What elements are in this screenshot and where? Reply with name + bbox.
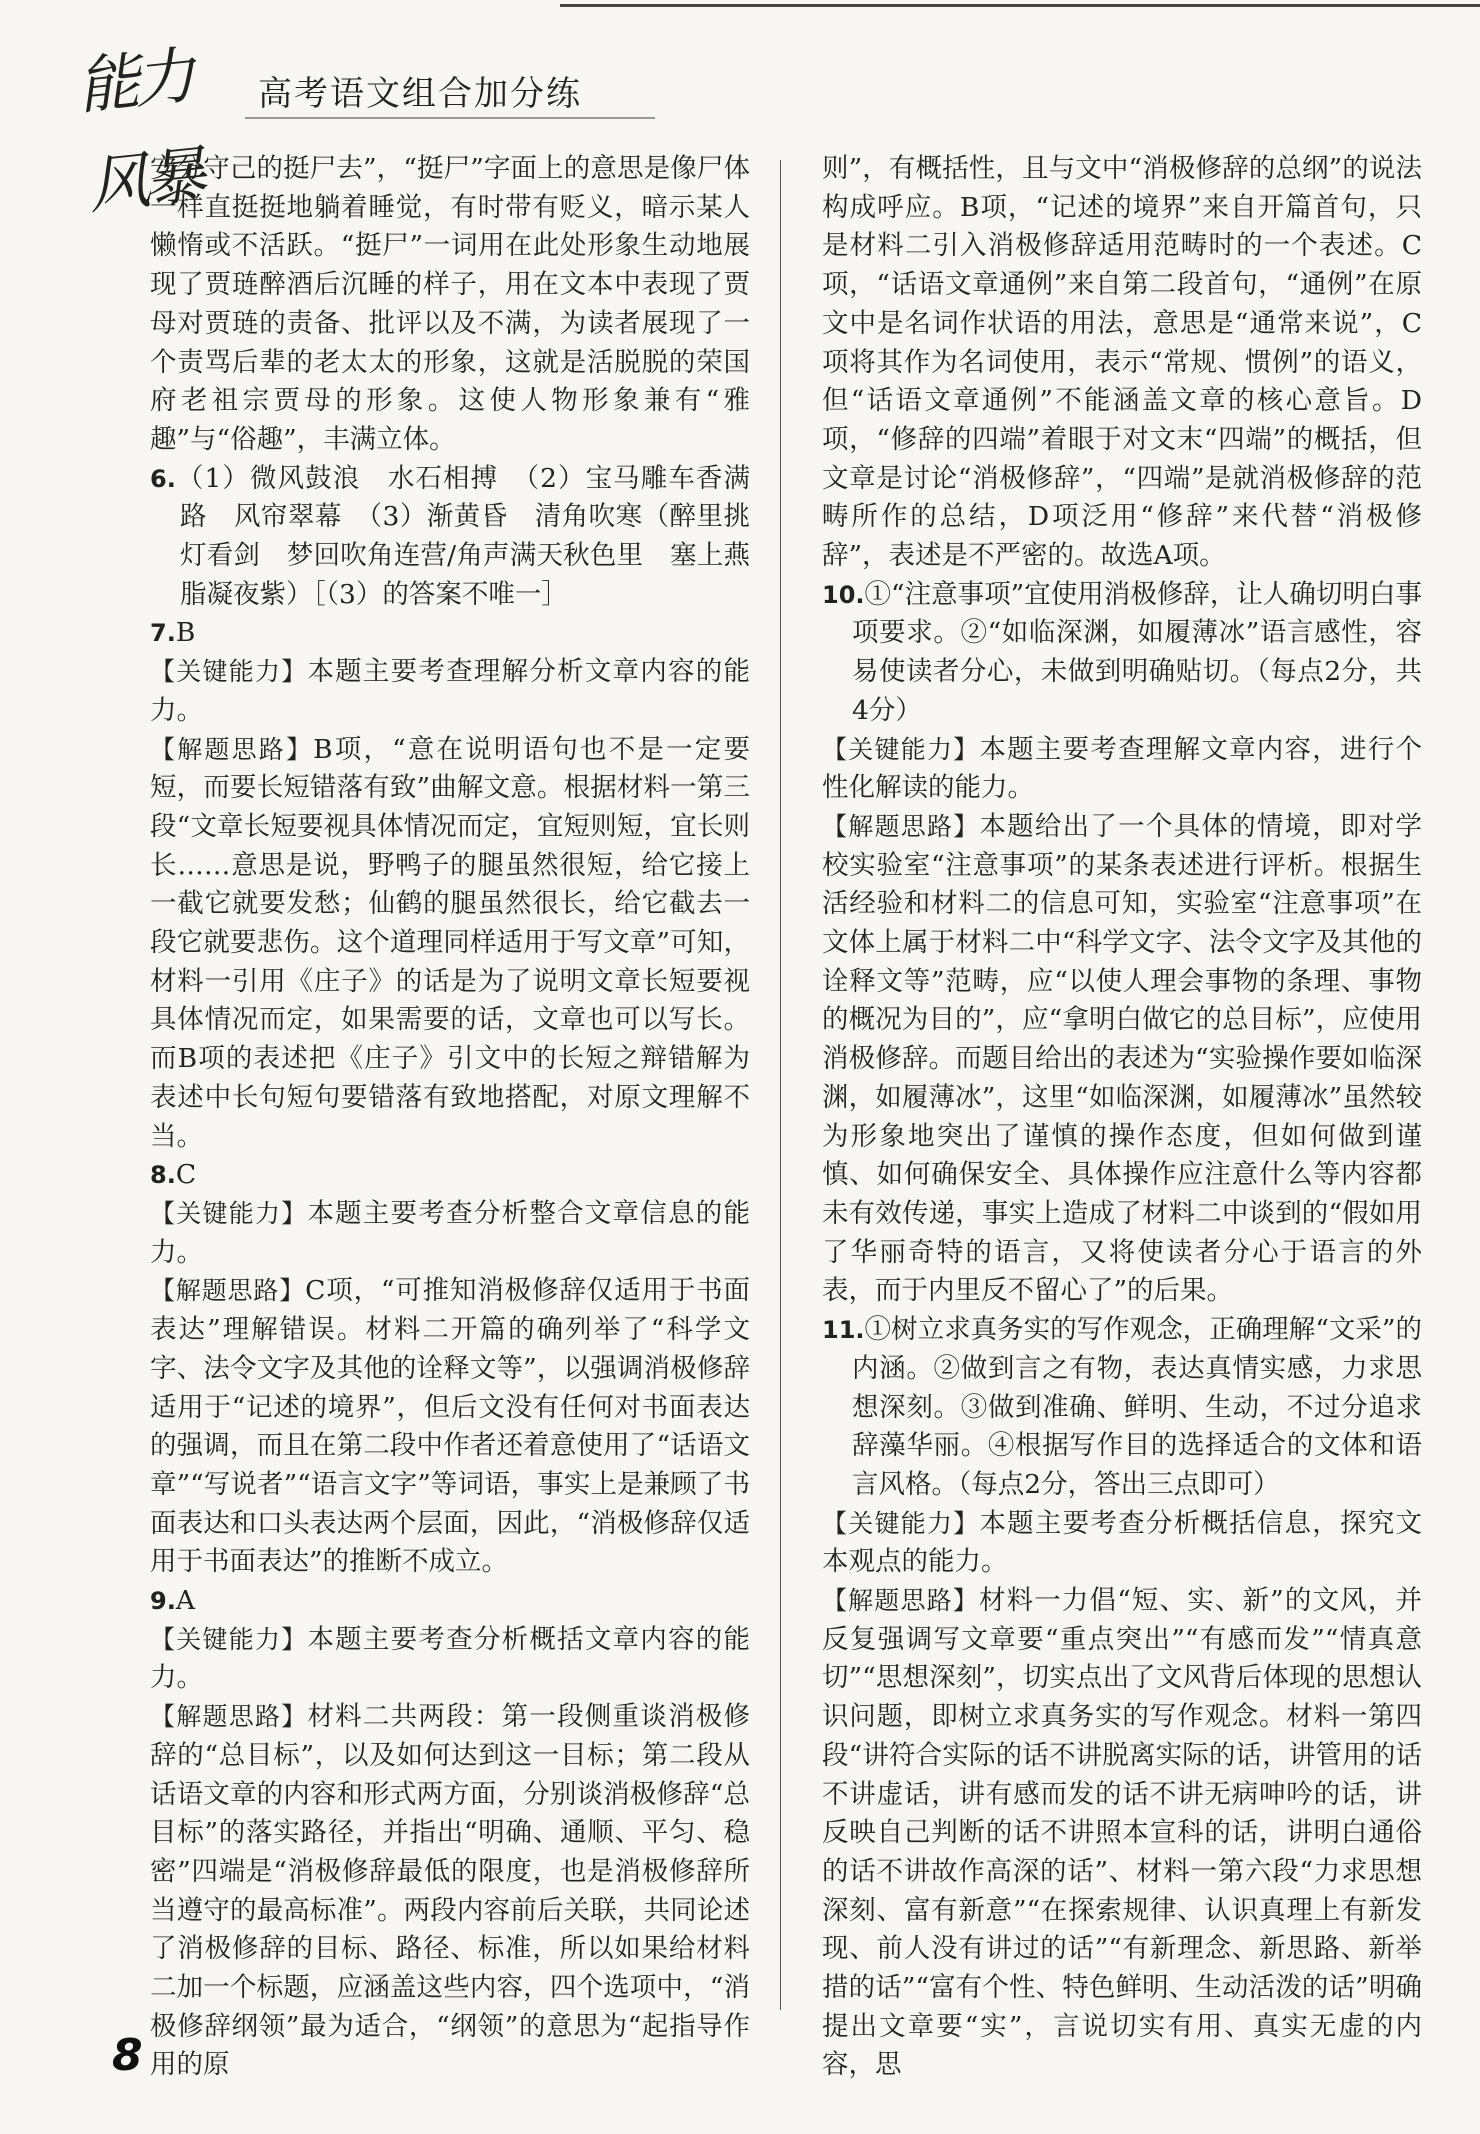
header-rule: [245, 117, 655, 119]
explanation-paragraph: [150, 653, 750, 730]
page-number: 8: [112, 2030, 143, 2081]
paragraph-text: A: [175, 1585, 195, 1617]
left-column: [150, 150, 750, 2085]
paragraph-text: （1）微风鼓浪 水石相搏 （2）宝马雕车香满路 风帘翠幕 （3）渐黄昏 清角吹寒（醉里挑灯看剑 梦回吹角连营/角声满天秋色里 塞上燕脂凝夜紫）［（3）的答案不唯一］: [175, 462, 750, 610]
question-answer: [822, 1311, 1422, 1505]
paragraph-text: 安分守己的挺尸去”，“挺尸”字面上的意思是像尸体一样直挺挺地躺着睡觉，有时带有贬义，暗示某人懒惰或不活跃。“挺尸”一词用在此处形象生动地展现了贾琏醉酒后沉睡的样子，用在文本中表现了贾母对贾琏的责备、批评以及不满，为读者展现了一个责骂后辈的老太太的形象，这就是活脱脱的荣国府老祖宗贾母的形象。这使人物形象兼有“雅趣”与“俗趣”，丰满立体。: [150, 153, 750, 455]
book-title: 高考语文组合加分练: [258, 74, 582, 114]
question-number: 9.: [150, 1587, 176, 1616]
question-answer: [150, 1156, 750, 1195]
explanation-paragraph: [150, 1195, 750, 1272]
question-number: 6.: [150, 464, 176, 493]
section-tag: 【解题思路】: [822, 811, 980, 841]
question-number: 7.: [150, 619, 176, 648]
section-tag: 【关键能力】: [822, 1508, 980, 1538]
section-tag: 【解题思路】: [822, 1586, 979, 1616]
explanation-paragraph: [822, 808, 1422, 1311]
explanation-paragraph: [150, 731, 750, 1157]
page-header: [0, 0, 1480, 223]
paragraph-text: C项，“可推知消极修辞仅适用于书面表达”理解错误。材料二开篇的确列举了“科学文字、法令文字及其他的诠释文等”，以强调消极修辞适用于“记述的境界”，但后文没有任何对书面表达的强调，而且在第二段中作者还着意使用了“话语文章”“写说者”“语言文字”等词语，事实上是兼顾了书面表达和口头表达两个层面，因此，“消极修辞仅适用于书面表达”的推断不成立。: [150, 1275, 750, 1578]
paragraph-text: ①树立求真务实的写作观念，正确理解“文采”的内涵。②做到言之有物，表达真情实感，力求思想深刻。③做到准确、鲜明、生动，不过分追求辞藻华丽。④根据写作目的选择适合的文体和语言风格。（每点2分，答出三点即可）: [852, 1314, 1422, 1500]
section-tag: 【解题思路】: [150, 734, 314, 764]
paragraph-text: 本题主要考查分析整合文章信息的能力。: [150, 1197, 750, 1268]
explanation-paragraph: [822, 731, 1422, 808]
section-tag: 【关键能力】: [822, 734, 980, 764]
question-answer: [822, 576, 1422, 731]
question-answer: [150, 460, 750, 615]
question-answer: [150, 1582, 750, 1621]
section-tag: 【关键能力】: [150, 1624, 308, 1654]
question-answer: [150, 614, 750, 653]
explanation-paragraph: [822, 1582, 1422, 2085]
paragraph-text: 本题主要考查理解文章内容，进行个性化解读的能力。: [822, 733, 1422, 804]
question-number: 8.: [150, 1161, 176, 1190]
right-column: [822, 150, 1422, 2085]
section-tag: 【关键能力】: [150, 657, 308, 687]
paragraph-text: B: [175, 617, 196, 649]
section-tag: 【关键能力】: [150, 1198, 308, 1228]
paragraph-text: C: [175, 1159, 197, 1191]
paragraph-text: ①“注意事项”宜使用消极修辞，让人确切明白事项要求。②“如临深渊，如履薄冰”语言感性，容易使读者分心，未做到明确贴切。（每点2分，共4分）: [852, 578, 1422, 726]
section-tag: 【解题思路】: [150, 1702, 308, 1732]
brand-logo: 能力风暴: [73, 38, 204, 223]
paragraph-text: 本题主要考查分析概括文章内容的能力。: [150, 1623, 750, 1694]
question-number: 11.: [822, 1316, 865, 1345]
paragraph-text: 本题给出了一个具体的情境，即对学校实验室“注意事项”的某条表述进行评析。根据生活经验和材料二的信息可知，实验室“注意事项”在文体上属于材料二中“科学文字、法令文字及其他的诠释文等”范畴，应“以使人理会事物的条理、事物的概况为目的”，应“拿明白做它的总目标”，应使用消极修辞。而题目给出的表述为“实验操作要如临深渊，如履薄冰”，这里“如临深渊，如履薄冰”虽然较为形象地突出了谨慎的操作态度，但如何做到谨慎、如何确保安全、具体操作应注意什么等内容都未有效传递，事实上造成了材料二中谈到的“假如用了华丽奇特的语言，又将使读者分心于语言的外表，而于内里反不留心了”的后果。: [822, 810, 1422, 1307]
paragraph-text: 本题主要考查分析概括信息，探究文本观点的能力。: [822, 1507, 1422, 1578]
explanation-paragraph: [150, 1621, 750, 1698]
column-divider: [780, 160, 781, 2010]
question-number: 10.: [822, 580, 865, 609]
paragraph-text: 则”，有概括性，且与文中“消极修辞的总纲”的说法构成呼应。B项，“记述的境界”来自开篇首句，只是材料二引入消极修辞适用范畴时的一个表述。C项，“话语文章通例”来自第二段首句，“通例”在原文中是名词作状语的用法，意思是“通常来说”，C项将其作为名词使用，表示“常规、惯例”的语义，但“话语文章通例”不能涵盖文章的核心意旨。D项，“修辞的四端”着眼于对文末“四端”的概括，但文章是讨论“消极修辞”，“四端”是就消极修辞的范畴所作的总结，D项泛用“修辞”来代替“消极修辞”，表述是不严密的。故选A项。: [822, 153, 1422, 572]
continuation-paragraph: [150, 150, 750, 460]
explanation-paragraph: [150, 1272, 750, 1582]
paragraph-text: 本题主要考查理解分析文章内容的能力。: [150, 656, 750, 726]
paragraph-text: 材料二共两段：第一段侧重谈消极修辞的“总目标”，以及如何达到这一目标；第二段从话语文章的内容和形式两方面，分别谈消极修辞“总目标”的落实路径，并指出“明确、通顺、平匀、稳密”四端是“消极修辞最低的限度，也是消极修辞所当遵守的最高标准”。两段内容前后关联，共同论述了消极修辞的目标、路径、标准，所以如果给材料二加一个标题，应涵盖这些内容，四个选项中，“消极修辞纲领”最为适合，“纲领”的意思为“起指导作用的原: [150, 1701, 750, 2081]
paragraph-text: 材料一力倡“短、实、新”的文风，并反复强调写文章要“重点突出”“有感而发”“情真意切”“思想深刻”，切实点出了文风背后体现的思想认识问题，即树立求真务实的写作观念。材料一第四段“讲符合实际的话不讲脱离实际的话，讲管用的话不讲虚话，讲有感而发的话不讲无病呻吟的话，讲反映自己判断的话不讲照本宣科的话，讲明白通俗的话不讲故作高深的话”、材料一第六段“力求思想深刻、富有新意”“在探索规律、认识真理上有新发现、前人没有讲过的话”“有新理念、新思路、新举措的话”“富有个性、特色鲜明、生动活泼的话”明确提出文章要“实”，言说切实有用、真实无虚的内容，思: [822, 1585, 1422, 2081]
paragraph-text: B项，“意在说明语句也不是一定要短，而要长短错落有致”曲解文意。根据材料一第三段“文章长短要视具体情况而定，宜短则短，宜长则长……意思是说，野鸭子的腿虽然很短，给它接上一截它就要发愁；仙鹤的腿虽然很长，给它截去一段它就要悲伤。这个道理同样适用于写文章”可知，材料一引用《庄子》的话是为了说明文章长短要视具体情况而定，如果需要的话，文章也可以写长。而B项的表述把《庄子》引文中的长短之辩错解为表述中长句短句要错落有致地搭配，对原文理解不当。: [150, 733, 750, 1152]
continuation-paragraph: [822, 150, 1422, 576]
explanation-paragraph: [822, 1505, 1422, 1582]
explanation-paragraph: [150, 1698, 750, 2085]
section-tag: 【解题思路】: [150, 1276, 306, 1306]
